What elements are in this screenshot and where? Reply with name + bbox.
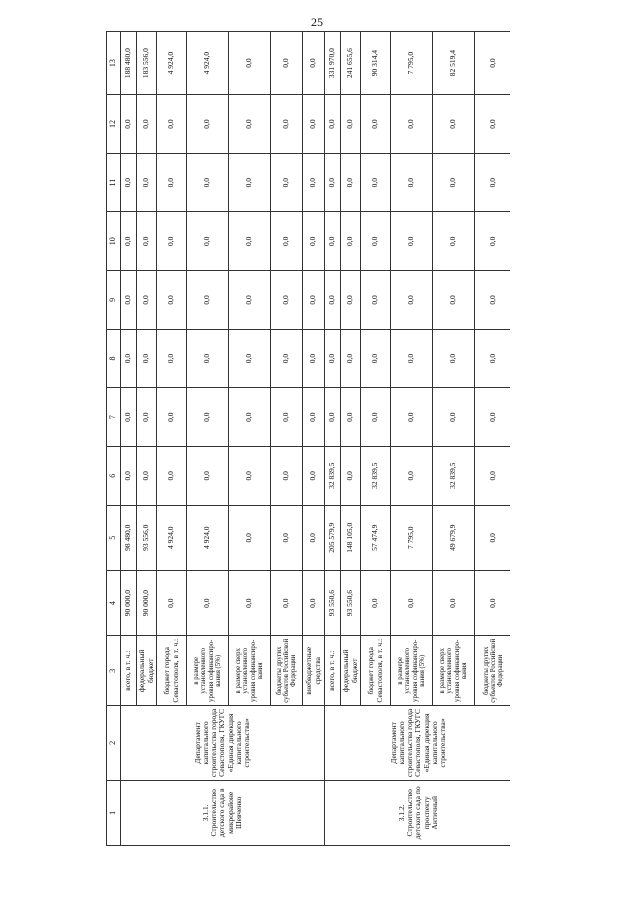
value-cell: 0,0 (475, 329, 511, 388)
value-cell: 0,0 (361, 153, 391, 212)
value-cell: 0,0 (303, 570, 325, 635)
col-header-3: 3 (107, 636, 121, 706)
value-cell: 0,0 (475, 32, 511, 95)
value-cell: 0,0 (271, 212, 303, 271)
col-header-1: 1 (107, 780, 121, 845)
value-cell: 0,0 (157, 212, 187, 271)
value-cell: 0,0 (271, 446, 303, 505)
value-cell: 183 556,0 (137, 32, 157, 95)
value-cell: 0,0 (187, 212, 229, 271)
value-cell: 0,0 (303, 271, 325, 330)
col-header-10: 10 (107, 212, 121, 271)
value-cell: 0,0 (391, 95, 433, 154)
value-cell: 0,0 (121, 153, 137, 212)
value-cell: 0,0 (361, 95, 391, 154)
value-cell: 0,0 (341, 212, 361, 271)
value-cell: 82 519,4 (433, 32, 475, 95)
value-cell: 0,0 (157, 271, 187, 330)
value-cell: 0,0 (137, 212, 157, 271)
value-cell: 57 474,9 (361, 505, 391, 570)
value-cell: 0,0 (157, 570, 187, 635)
value-cell: 0,0 (303, 446, 325, 505)
value-cell: 32 839,5 (361, 446, 391, 505)
value-cell: 0,0 (137, 446, 157, 505)
value-cell: 0,0 (433, 153, 475, 212)
col-header-4: 4 (107, 570, 121, 635)
value-cell: 90 000,0 (121, 570, 137, 635)
value-cell: 93 550,6 (325, 570, 341, 635)
value-cell: 4 924,0 (187, 505, 229, 570)
value-cell: 0,0 (271, 153, 303, 212)
value-cell: 0,0 (433, 271, 475, 330)
value-cell: 0,0 (229, 212, 271, 271)
value-cell: 0,0 (391, 570, 433, 635)
value-cell: 32 839,5 (433, 446, 475, 505)
value-cell: 0,0 (325, 212, 341, 271)
value-cell: 0,0 (361, 212, 391, 271)
value-cell: 0,0 (475, 271, 511, 330)
value-cell: 0,0 (433, 329, 475, 388)
value-cell: 0,0 (187, 153, 229, 212)
value-cell: 0,0 (341, 153, 361, 212)
value-cell: 0,0 (475, 212, 511, 271)
value-cell: 0,0 (391, 212, 433, 271)
value-cell: 0,0 (137, 271, 157, 330)
funding-source-cell: бюджеты других субъектов Российской Федерации (475, 636, 511, 706)
value-cell: 0,0 (341, 446, 361, 505)
col-header-8: 8 (107, 329, 121, 388)
value-cell: 0,0 (137, 329, 157, 388)
value-cell: 49 679,9 (433, 505, 475, 570)
col-header-7: 7 (107, 388, 121, 447)
value-cell: 0,0 (229, 329, 271, 388)
value-cell: 0,0 (475, 153, 511, 212)
value-cell: 4 924,0 (157, 32, 187, 95)
value-cell: 0,0 (187, 570, 229, 635)
value-cell: 0,0 (271, 95, 303, 154)
value-cell: 205 579,9 (325, 505, 341, 570)
funding-source-cell: бюджет города Севастополя, в т. ч.: (361, 636, 391, 706)
value-cell: 0,0 (121, 95, 137, 154)
value-cell: 0,0 (187, 271, 229, 330)
value-cell: 0,0 (361, 388, 391, 447)
value-cell: 0,0 (271, 388, 303, 447)
value-cell: 0,0 (475, 505, 511, 570)
value-cell: 0,0 (475, 388, 511, 447)
value-cell: 90 314,4 (361, 32, 391, 95)
funding-source-cell: в размере установленного уровня софинансиро-вания (5%) (187, 636, 229, 706)
value-cell: 0,0 (229, 388, 271, 447)
page-number: 25 (311, 15, 323, 29)
funding-source-cell: всего, в т. ч.: (121, 636, 137, 706)
value-cell: 0,0 (187, 388, 229, 447)
value-cell: 0,0 (157, 153, 187, 212)
value-cell: 0,0 (157, 446, 187, 505)
value-cell: 0,0 (391, 153, 433, 212)
value-cell: 0,0 (475, 446, 511, 505)
value-cell: 4 924,0 (187, 32, 229, 95)
funding-source-cell: бюджеты других субъектов Российской Федерации (271, 636, 303, 706)
value-cell: 93 550,6 (341, 570, 361, 635)
value-cell: 0,0 (229, 570, 271, 635)
funding-source-cell: внебюджетные средства (303, 636, 325, 706)
value-cell: 0,0 (391, 446, 433, 505)
value-cell: 93 556,0 (137, 505, 157, 570)
value-cell: 0,0 (229, 271, 271, 330)
funding-source-cell: бюджет города Севастополя, в т. ч.: (157, 636, 187, 706)
col-header-12: 12 (107, 95, 121, 154)
budget-table (106, 31, 510, 846)
funding-source-cell: федеральный бюджет (341, 636, 361, 706)
value-cell: 0,0 (303, 505, 325, 570)
value-cell: 0,0 (229, 95, 271, 154)
col-header-6: 6 (107, 446, 121, 505)
value-cell: 0,0 (325, 153, 341, 212)
col-header-9: 9 (107, 271, 121, 330)
value-cell: 0,0 (271, 32, 303, 95)
value-cell: 148 105,0 (341, 505, 361, 570)
value-cell: 0,0 (229, 505, 271, 570)
value-cell: 0,0 (157, 95, 187, 154)
value-cell: 0,0 (341, 271, 361, 330)
funding-source-cell: всего, в т. ч.: (325, 636, 341, 706)
value-cell: 0,0 (303, 388, 325, 447)
executor-cell: Департамент капитального строительства города Севастополя, ГКУГС «Единая дирекция капитального строительства» (121, 706, 325, 780)
funding-source-cell: в размере установленного уровня софинансиро-вания (5%) (391, 636, 433, 706)
value-cell: 0,0 (341, 95, 361, 154)
value-cell: 98 480,0 (121, 505, 137, 570)
table-viewport (106, 31, 510, 846)
value-cell: 0,0 (391, 388, 433, 447)
value-cell: 241 655,6 (341, 32, 361, 95)
value-cell: 0,0 (361, 329, 391, 388)
value-cell: 0,0 (303, 153, 325, 212)
header-row (107, 32, 121, 846)
funding-source-cell: федеральный бюджет (137, 636, 157, 706)
col-header-2: 2 (107, 706, 121, 780)
value-cell: 0,0 (475, 570, 511, 635)
table-row (325, 32, 341, 846)
value-cell: 0,0 (325, 388, 341, 447)
value-cell: 0,0 (303, 95, 325, 154)
value-cell: 0,0 (137, 388, 157, 447)
value-cell: 7 795,0 (391, 32, 433, 95)
value-cell: 90 000,0 (137, 570, 157, 635)
value-cell: 188 480,0 (121, 32, 137, 95)
value-cell: 0,0 (157, 329, 187, 388)
value-cell: 0,0 (361, 271, 391, 330)
rotated-table-canvas (106, 31, 510, 846)
value-cell: 0,0 (121, 271, 137, 330)
value-cell: 0,0 (341, 388, 361, 447)
value-cell: 0,0 (303, 329, 325, 388)
value-cell: 0,0 (271, 329, 303, 388)
value-cell: 0,0 (325, 271, 341, 330)
funding-source-cell: в размере сверх установленного уровня софинансиро-вания (433, 636, 475, 706)
value-cell: 0,0 (137, 153, 157, 212)
value-cell: 0,0 (271, 271, 303, 330)
value-cell: 0,0 (433, 570, 475, 635)
value-cell: 0,0 (121, 446, 137, 505)
value-cell: 0,0 (325, 329, 341, 388)
table-row (121, 32, 137, 846)
value-cell: 0,0 (325, 95, 341, 154)
value-cell: 32 839,5 (325, 446, 341, 505)
col-header-5: 5 (107, 505, 121, 570)
value-cell: 0,0 (271, 570, 303, 635)
value-cell: 0,0 (121, 388, 137, 447)
value-cell: 0,0 (391, 271, 433, 330)
value-cell: 0,0 (157, 388, 187, 447)
value-cell: 4 924,0 (157, 505, 187, 570)
value-cell: 7 795,0 (391, 505, 433, 570)
value-cell: 0,0 (303, 32, 325, 95)
col-header-11: 11 (107, 153, 121, 212)
value-cell: 0,0 (271, 505, 303, 570)
value-cell: 0,0 (433, 388, 475, 447)
activity-name-cell: 3.1.1. Строительство детского сада в микрорайоне Шевченко (121, 780, 325, 845)
value-cell: 0,0 (433, 95, 475, 154)
value-cell: 0,0 (229, 153, 271, 212)
value-cell: 0,0 (229, 446, 271, 505)
value-cell: 0,0 (391, 329, 433, 388)
value-cell: 0,0 (187, 329, 229, 388)
value-cell: 0,0 (475, 95, 511, 154)
value-cell: 0,0 (121, 329, 137, 388)
value-cell: 0,0 (137, 95, 157, 154)
value-cell: 0,0 (303, 212, 325, 271)
value-cell: 0,0 (187, 95, 229, 154)
funding-source-cell: в размере сверх установленного уровня софинансиро-вания (229, 636, 271, 706)
value-cell: 0,0 (341, 329, 361, 388)
value-cell: 331 970,0 (325, 32, 341, 95)
value-cell: 0,0 (229, 32, 271, 95)
col-header-13: 13 (107, 32, 121, 95)
value-cell: 0,0 (433, 212, 475, 271)
executor-cell: Департамент капитального строительства города Севастополя, ГКУГС «Единая дирекция капитального строительства» (325, 706, 511, 780)
value-cell: 0,0 (187, 446, 229, 505)
value-cell: 0,0 (361, 570, 391, 635)
activity-name-cell: 3.1.2. Строительство детского сада по проспекту Античный (325, 780, 511, 845)
value-cell: 0,0 (121, 212, 137, 271)
